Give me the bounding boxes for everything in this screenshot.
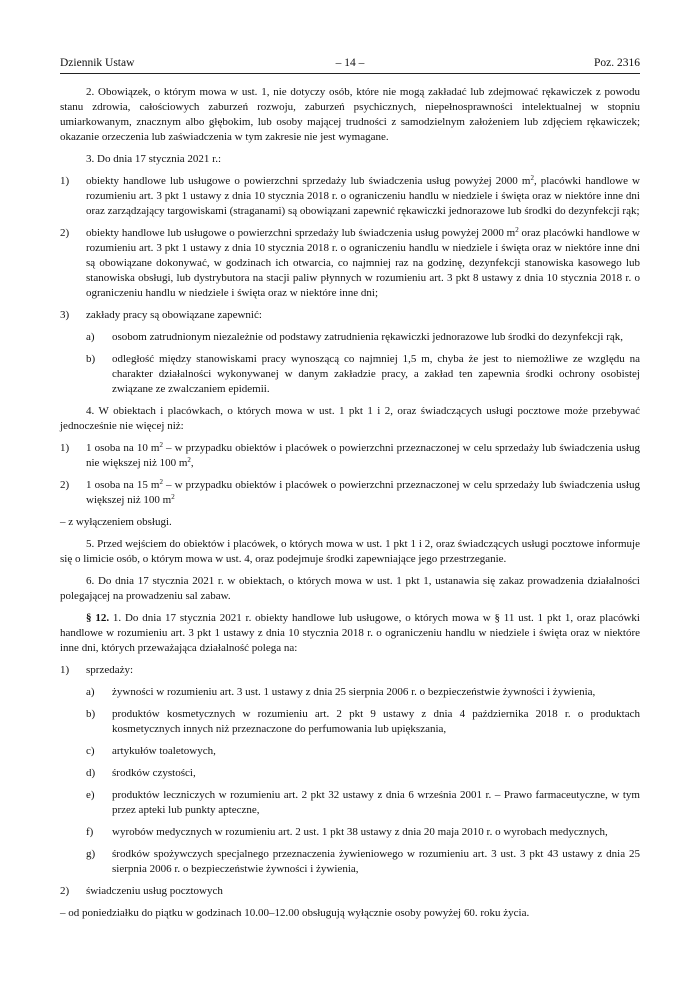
sub-item <box>60 847 640 877</box>
item-number: 1) <box>60 175 70 187</box>
list-item <box>60 226 640 301</box>
sub-item <box>60 707 640 737</box>
sub-item-letter: d) <box>86 767 96 779</box>
sub-item <box>60 330 640 345</box>
sub-item-letter: g) <box>86 848 96 860</box>
sub-item-letter: e) <box>86 789 95 801</box>
section-text: 1. Do dnia 17 stycznia 2021 r. obiekty handlowe lub usługowe, o których mowa w § 11 ust. 1 pkt 1, oraz placówki handlowe w rozumieniu art. 3 pkt 1 ustawy z dnia 10 stycznia 2018 r. o ograniczeniu handlu w niedziele i święta oraz w niektóre inne dni, których przeważająca działalność polega na: <box>60 612 640 654</box>
paragraph-6: 6. Do dnia 17 stycznia 2021 r. w obiektach, o których mowa w ust. 1 pkt 1, ustanawia się zakaz prowadzenia działalności polegającej na prowadzeniu sal zabaw. <box>60 575 640 602</box>
journal-title: Dziennik Ustaw <box>60 57 135 69</box>
sub-item-text: odległość między stanowiskami pracy wynoszącą co najmniej 1,5 m, chyba że jest to niemożliwe ze względu na charakter działalności wykonywanej w danym zakładzie pracy, a zakład ten zapewnia środki ochrony osobistej związane ze zwalczaniem epidemii. <box>112 353 640 395</box>
list-item <box>60 478 640 508</box>
list-item <box>60 174 640 219</box>
position-number: Poz. 2316 <box>593 57 640 69</box>
paragraph-4-end: – z wyłączeniem obsługi. <box>60 516 172 528</box>
sub-item-letter: a) <box>86 331 95 343</box>
section-12-intro <box>60 611 640 656</box>
sub-item-letter: b) <box>86 353 96 365</box>
list-item <box>60 441 640 471</box>
item-text: świadczeniu usług pocztowych <box>86 885 223 897</box>
sub-item-letter: a) <box>86 686 95 698</box>
list-item <box>60 663 640 678</box>
sub-item <box>60 825 640 840</box>
item-text: zakłady pracy są obowiązane zapewnić: <box>86 309 262 321</box>
sub-item <box>60 788 640 818</box>
item-number: 3) <box>60 309 70 321</box>
sub-item-text: wyrobów medycznych w rozumieniu art. 2 ust. 1 pkt 38 ustawy z dnia 20 maja 2010 r. o wyrobach medycznych, <box>112 826 608 838</box>
superscript: 2 <box>187 456 191 464</box>
item-text: – w przypadku obiektów i placówek o powierzchni przeznaczonej w celu sprzedaży lub świadczenia usług większej niż 100 m <box>86 479 640 506</box>
item-text: sprzedaży: <box>86 664 134 676</box>
paragraph-3-intro: 3. Do dnia 17 stycznia 2021 r.: <box>86 153 222 165</box>
item-number: 2) <box>60 885 70 897</box>
item-text: obiekty handlowe lub usługowe o powierzchni sprzedaży lub świadczenia usług powyżej 2000 m <box>86 175 531 187</box>
sub-item-text: produktów leczniczych w rozumieniu art. 2 pkt 32 ustawy z dnia 6 września 2001 r. – Prawo farmaceutyczne, w tym przez apteki lub punkty apteczne, <box>112 789 640 816</box>
paragraph-2: 2. Obowiązek, o którym mowa w ust. 1, nie dotyczy osób, które nie mogą zakładać lub zdejmować rękawiczek z powodu stanu zdrowia, całościowych zaburzeń rozwoju, zaburzeń psychicznych, niepełnosprawności intelektualnej w stopniu umiarkowanym, znacznym albo głębokim, lub osoby mającej trudności z samodzielnym założeniem lub zdjęciem rękawiczek; okazanie orzeczenia lub zaświadczenia w tym zakresie nie jest wymagane. <box>60 86 640 143</box>
sub-item-text: żywności w rozumieniu art. 3 ust. 1 ustawy z dnia 25 sierpnia 2006 r. o bezpieczeństwie żywności i żywienia, <box>112 686 596 698</box>
item-text: – w przypadku obiektów i placówek o powierzchni przeznaczonej w celu sprzedaży lub świadczenia usług nie większej niż 100 m <box>86 442 640 469</box>
item-text: oraz placówki handlowe w rozumieniu art. 3 pkt 1 ustawy z dnia 10 stycznia 2018 r. o ograniczeniu handlu w niedziele i święta oraz w niektóre inne dni są obowiązane dokonywać, w godzinach ich otwarcia, co najmniej raz na godzinę, dezynfekcji stanowiska kasowego lub stanowiska obsługi, lub dystrybutora na stacji paliw płynnych w rozumieniu art. 3 pkt 8 ustawy z dnia 10 stycznia 2018 r. o ograniczeniu handlu w niedziele i święta oraz w niektóre inne dni; <box>86 227 640 299</box>
list-item <box>60 308 640 323</box>
sub-item <box>60 744 640 759</box>
sub-item-letter: f) <box>86 826 94 838</box>
sub-item-letter: b) <box>86 708 96 720</box>
superscript: 2 <box>159 441 163 449</box>
item-number: 1) <box>60 664 70 676</box>
sub-item-text: produktów kosmetycznych w rozumieniu art. 2 pkt 9 ustawy z dnia 4 października 2018 r. o produktach kosmetycznych innych niż przeznaczone do perfumowania lub upiększania, <box>112 708 640 735</box>
section-12-end: – od poniedziałku do piątku w godzinach 10.00–12.00 obsługują wyłącznie osoby powyżej 60. roku życia. <box>60 907 530 919</box>
item-text: 1 osoba na 15 m <box>86 479 160 491</box>
sub-item-letter: c) <box>86 745 95 757</box>
sub-item-text: środków czystości, <box>112 767 196 779</box>
superscript: 2 <box>515 226 519 234</box>
superscript: 2 <box>530 174 534 182</box>
item-text: , placówki handlowe w rozumieniu art. 3 pkt 1 ustawy z dnia 10 stycznia 2018 r. o ograniczeniu handlu w niedziele i święta oraz w niektóre inne dni oraz zarządzający targowiskami (straganami) są obowiązani zapewnić rękawiczki jednorazowe lub środki do dezynfekcji rąk; <box>86 175 641 217</box>
sub-item <box>60 352 640 397</box>
paragraph-5: 5. Przed wejściem do obiektów i placówek, o których mowa w ust. 1 pkt 1 i 2, oraz świadczących usługi pocztowe informuje się o limicie osób, o którym mowa w ust. 4, oraz podejmuje środki zapewniające jego przestrzeganie. <box>60 538 640 565</box>
sub-item-text: osobom zatrudnionym niezależnie od podstawy zatrudnienia rękawiczki jednorazowe lub środki do dezynfekcji rąk, <box>112 331 624 343</box>
item-text: obiekty handlowe lub usługowe o powierzchni sprzedaży lub świadczenia usług powyżej 2000 m <box>86 227 516 239</box>
item-number: 2) <box>60 227 70 239</box>
page-number: – 14 – <box>335 57 365 69</box>
paragraph-4: 4. W obiektach i placówkach, o których mowa w ust. 1 pkt 1 i 2, oraz świadczących usługi pocztowe może przebywać jednocześnie nie więcej niż: <box>60 405 640 432</box>
list-item <box>60 884 640 899</box>
item-number: 2) <box>60 479 70 491</box>
item-text: , <box>190 457 194 469</box>
sub-item <box>60 685 640 700</box>
item-text: 1 osoba na 10 m <box>86 442 160 454</box>
item-number: 1) <box>60 442 70 454</box>
superscript: 2 <box>159 478 163 486</box>
sub-item <box>60 766 640 781</box>
page-header <box>60 56 640 74</box>
section-label: § 12. <box>86 612 110 624</box>
sub-item-text: artykułów toaletowych, <box>112 745 216 757</box>
sub-item-text: środków spożywczych specjalnego przeznaczenia żywieniowego w rozumieniu art. 3 ust. 3 pkt 43 ustawy z dnia 25 sierpnia 2006 r. o bezpieczeństwie żywności i żywienia, <box>112 848 640 875</box>
superscript: 2 <box>171 493 175 501</box>
